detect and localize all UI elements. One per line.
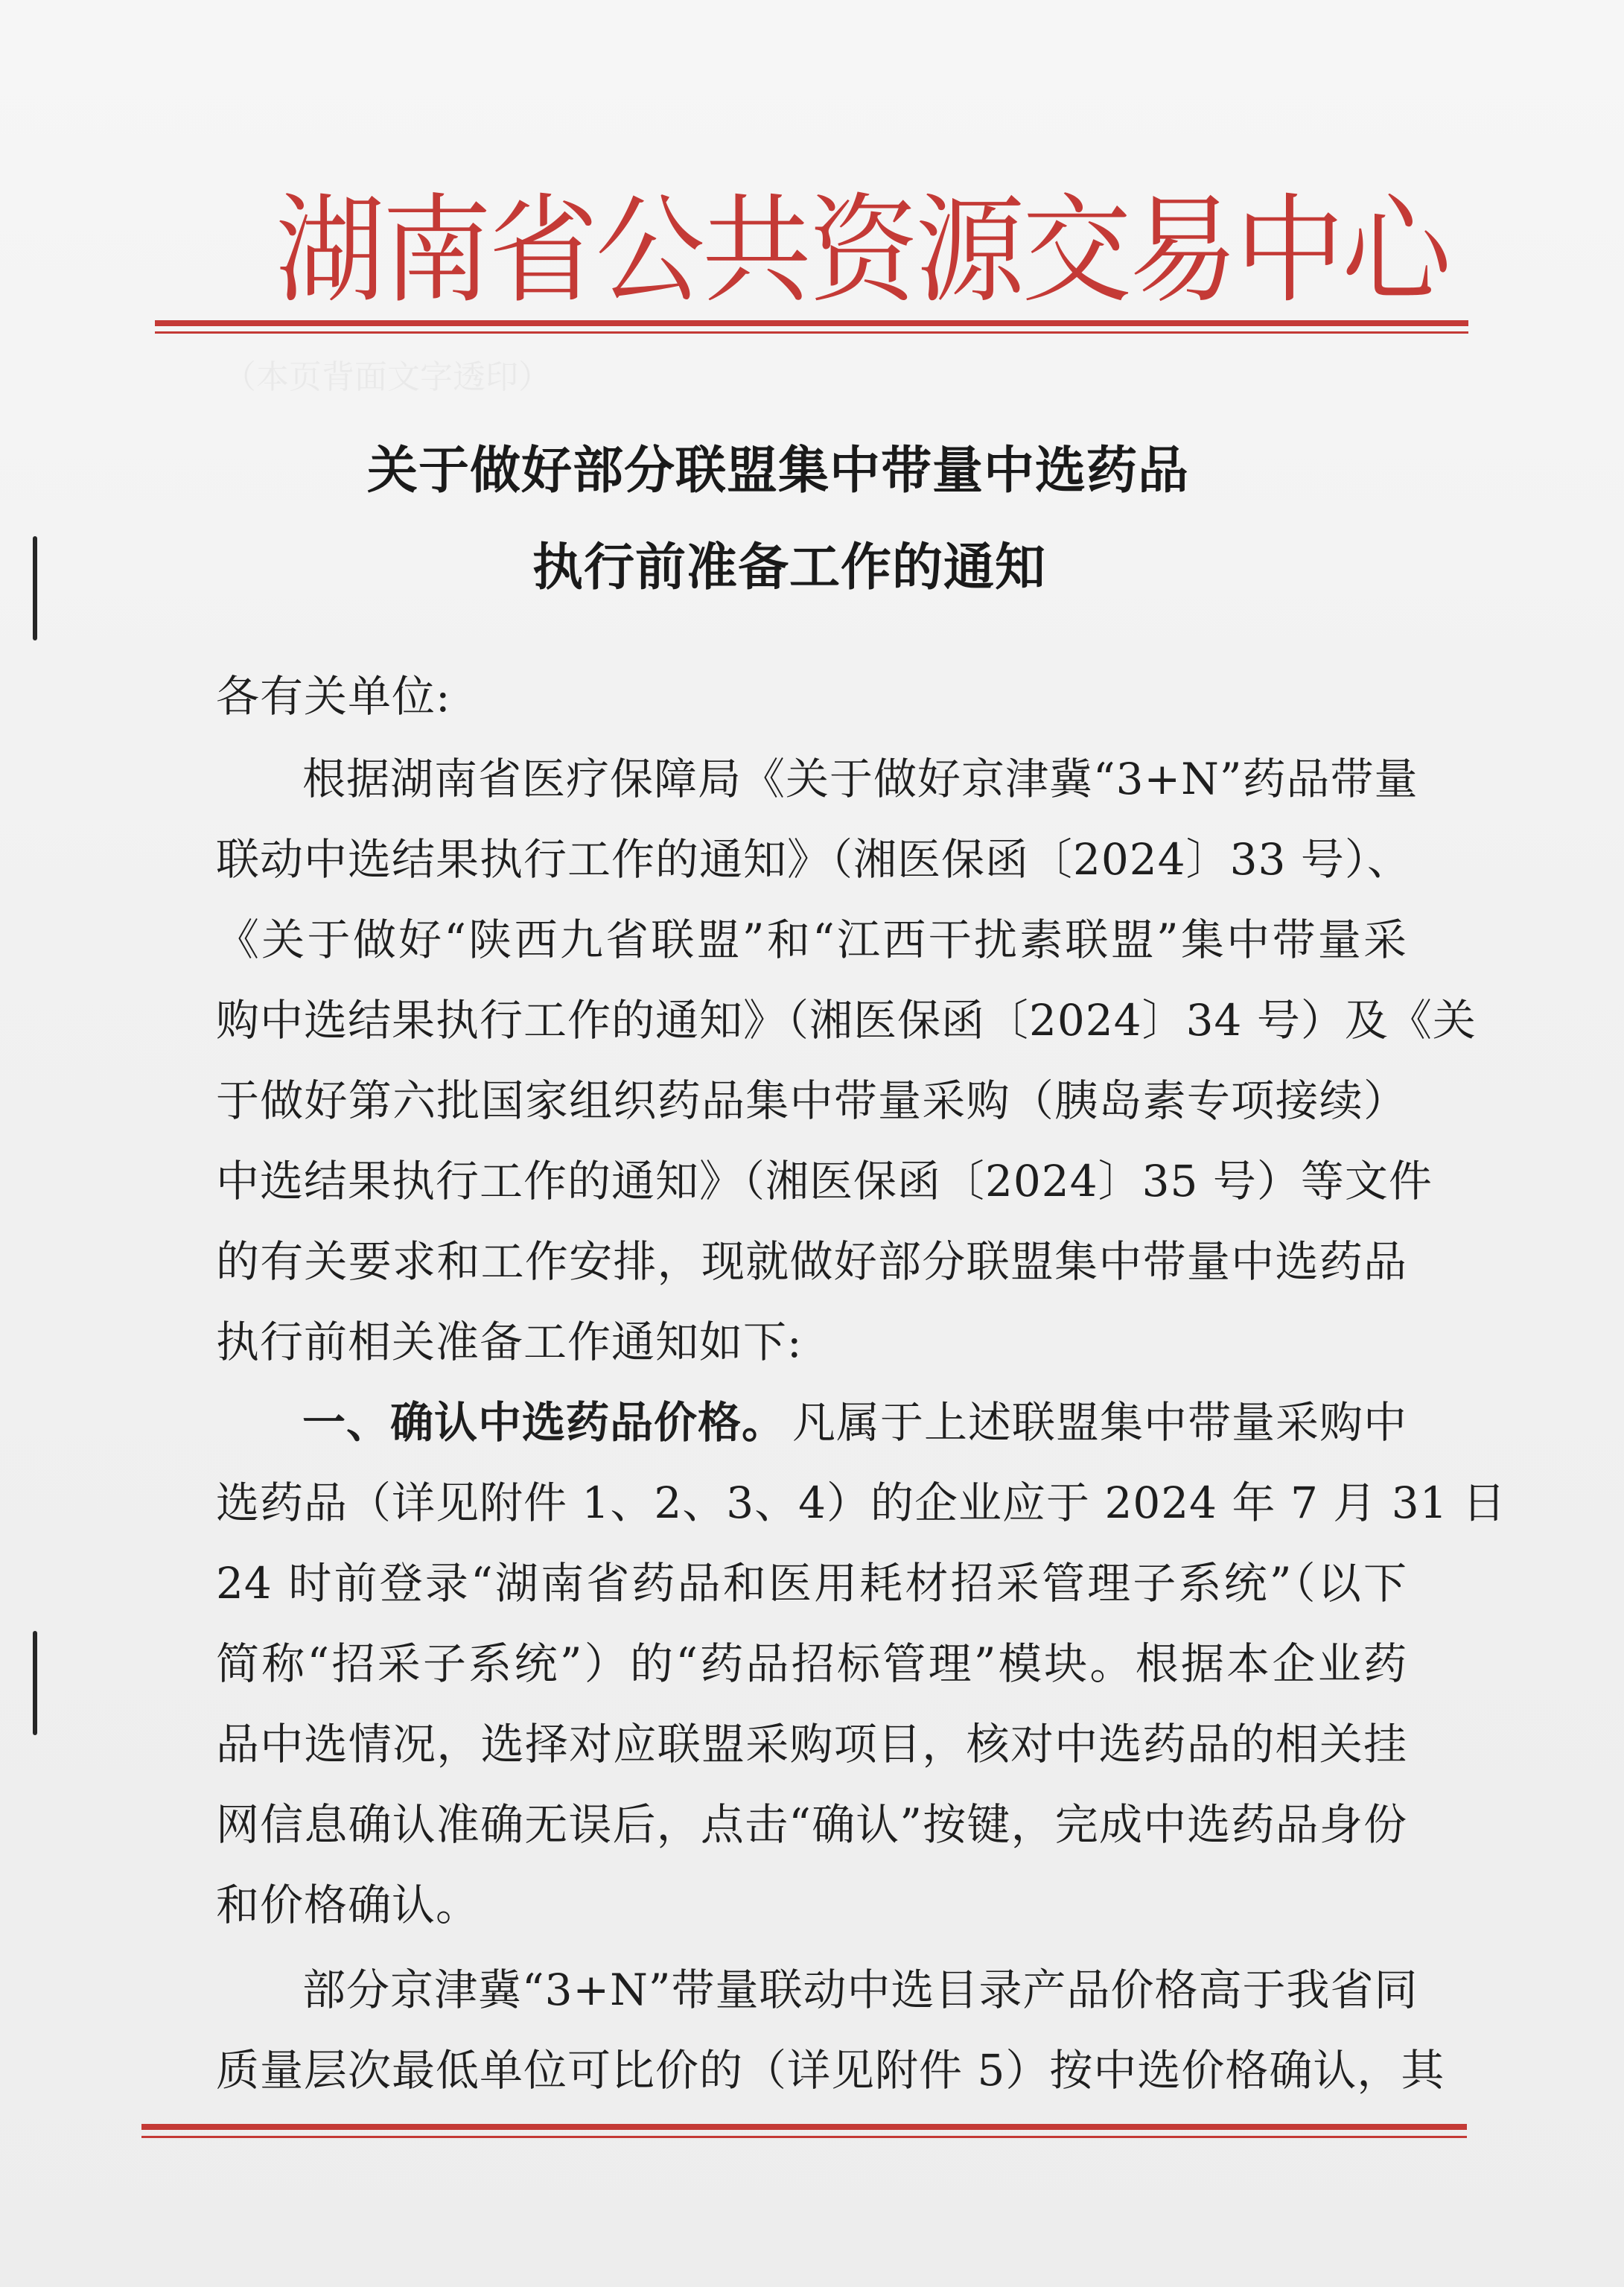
- binder-mark-bottom: [33, 1631, 37, 1735]
- section-1-first-line: [302, 1397, 1407, 1448]
- body-line: 质量层次最低单位可比价的（详见附件 5）按中选价格确认，其: [216, 2045, 1445, 2096]
- body-line: 中选结果执行工作的通知》（湘医保函〔2024〕35 号）等文件: [216, 1156, 1433, 1206]
- notice-title-line-1: 关于做好部分联盟集中带量中选药品: [366, 441, 1189, 500]
- notice-title-line-2: 执行前准备工作的通知: [532, 538, 1046, 597]
- body-line: 的有关要求和工作安排，现就做好部分联盟集中带量中选药品: [216, 1236, 1407, 1287]
- body-line: 联动中选结果执行工作的通知》（湘医保函〔2024〕33 号）、: [216, 834, 1411, 885]
- body-line: 根据湖南省医疗保障局《关于做好京津冀“3+N”药品带量: [302, 754, 1418, 804]
- body-line: 执行前相关准备工作通知如下:: [216, 1317, 803, 1367]
- section-1-heading: 一、确认中选药品价格。: [302, 1397, 786, 1448]
- body-line: 购中选结果执行工作的通知》（湘医保函〔2024〕34 号）及《关: [216, 995, 1477, 1046]
- body-line: 24 时前登录“湖南省药品和医用耗材招采管理子系统”（以下: [216, 1558, 1407, 1609]
- body-line: 《关于做好“陕西九省联盟”和“江西干扰素联盟”集中带量采: [216, 915, 1407, 965]
- body-line: 品中选情况，选择对应联盟采购项目，核对中选药品的相关挂: [216, 1719, 1407, 1769]
- organization-header: 湖南省公共资源交易中心: [276, 182, 1449, 319]
- body-line: 部分京津冀“3+N”带量联动中选目录产品价格高于我省同: [302, 1965, 1418, 2015]
- body-line: 于做好第六批国家组织药品集中带量采购（胰岛素专项接续）: [216, 1075, 1407, 1126]
- binder-mark-top: [33, 536, 37, 640]
- body-line: 简称“招采子系统”）的“药品招标管理”模块。根据本企业药: [216, 1638, 1407, 1689]
- body-line: 和价格确认。: [216, 1880, 480, 1930]
- body-line: 网信息确认准确无误后，点击“确认”按键，完成中选药品身份: [216, 1799, 1407, 1850]
- header-red-rule: [155, 320, 1468, 334]
- body-line: 选药品（详见附件 1、2、3、4）的企业应于 2024 年 7 月 31 日: [216, 1478, 1506, 1528]
- salutation: 各有关单位:: [216, 671, 451, 722]
- footer-red-rule: [141, 2124, 1467, 2138]
- section-1-first-text: 凡属于上述联盟集中带量采购中: [792, 1397, 1407, 1448]
